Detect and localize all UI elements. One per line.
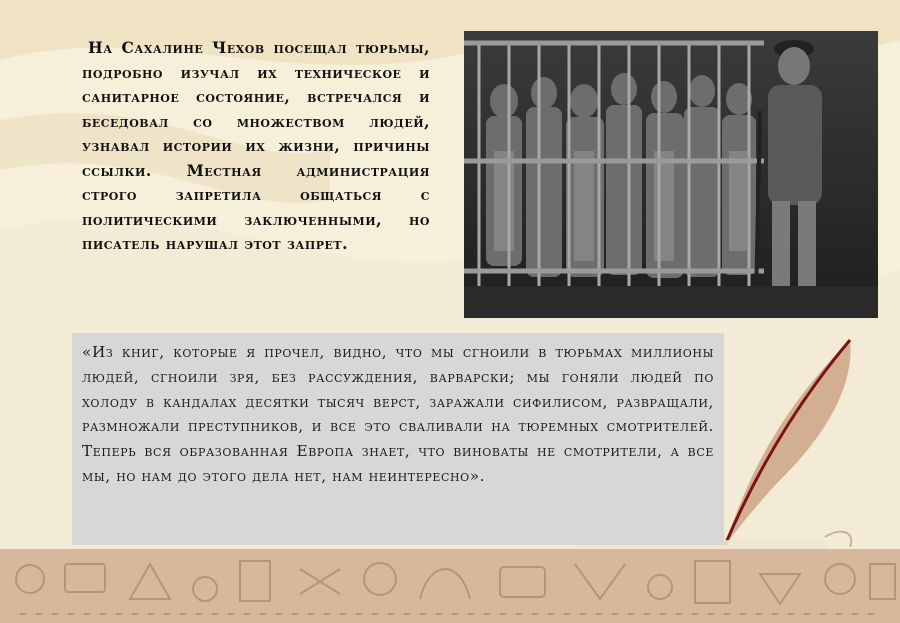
- prison-photo: [464, 31, 878, 318]
- quote-box: [72, 333, 724, 545]
- main-text: На Сахалине Чехов посещал тюрьмы, подробно изучал их техническое и санитарное состояние, встречался и беседовал со множеством людей, узнавал истории их жизни, причины ссылки. Местная администрация строго запретила общаться с политическими заключенными, но писатель нарушал этот запрет.: [82, 38, 430, 253]
- quote-text: «Из книг, которые я прочел, видно, что мы сгноили в тюрьмах миллионы людей, сгноили зря, без рассуждения, варварски; мы гоняли людей по холоду в кандалах десятки тысяч верст, заражали сифилисом, развращали, размножали преступников, и все это сваливали на тюремных смотрителей. Теперь вся образованная Европа знает, что виноваты не смотрители, а все мы, но нам до этого дела нет, нам неинтересно».: [82, 343, 714, 485]
- school-doodles-pattern: [0, 549, 900, 623]
- prison-photo-icon: [464, 31, 878, 318]
- footer-pattern: [0, 549, 900, 623]
